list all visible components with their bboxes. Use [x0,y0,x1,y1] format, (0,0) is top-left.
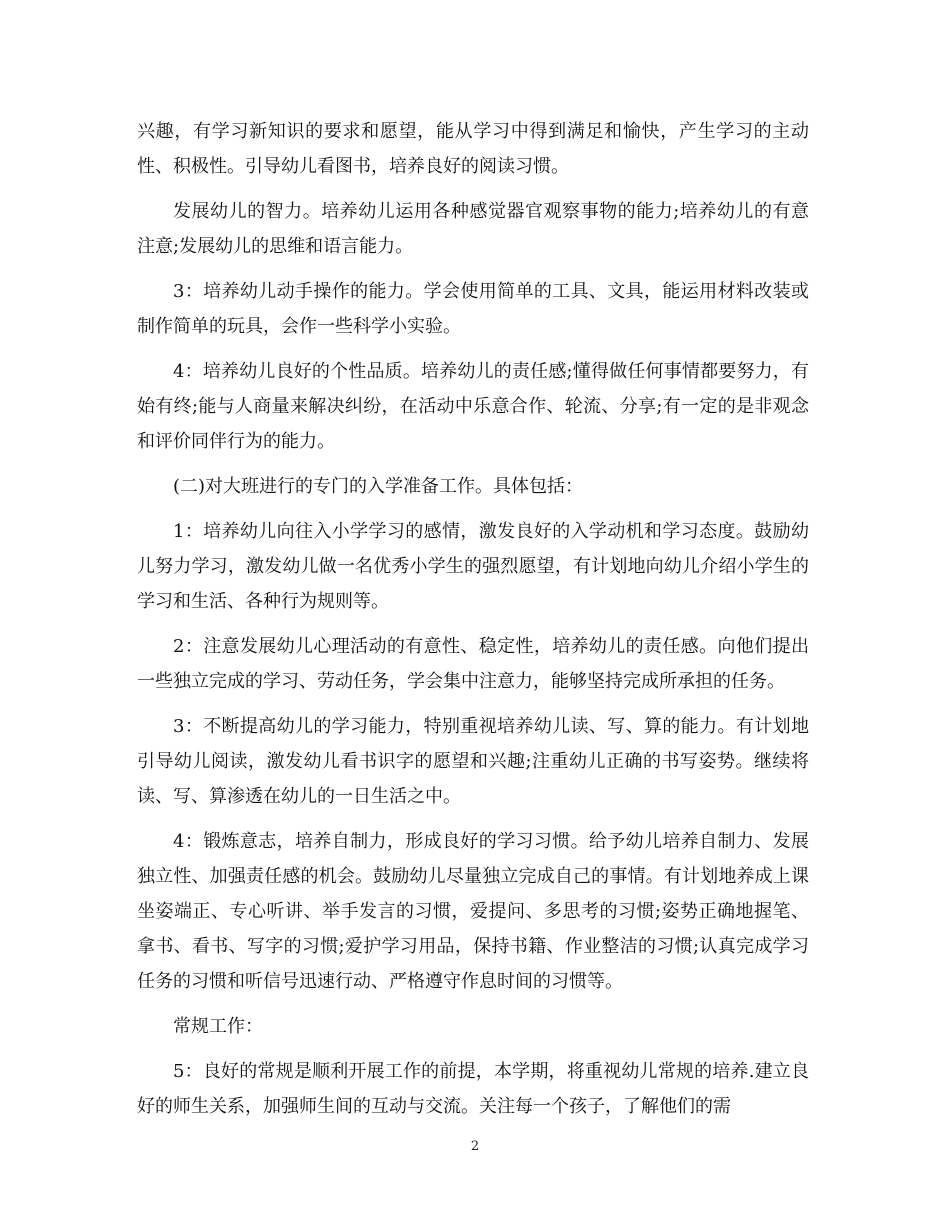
page-number: 2 [470,1139,480,1154]
paragraph-2: 发展幼儿的智力。培养幼儿运用各种感觉器官观察事物的能力;培养幼儿的有意注意;发展幼儿的思维和语言能力。 [137,201,809,257]
section-heading-routine-work: 常规工作： [173,1016,263,1037]
paragraph-7: 2：注意发展幼儿心理活动的有意性、稳定性，培养幼儿的责任感。向他们提出一些独立完成的学习、劳动任务，学会集中注意力，能够坚持完成所承担的任务。 [137,636,809,692]
paragraph-1: 兴趣，有学习新知识的要求和愿望，能从学习中得到满足和愉快，产生学习的主动性、积极性。引导幼儿看图书，培养良好的阅读习惯。 [137,121,809,177]
paragraph-4: 4：培养幼儿良好的个性品质。培养幼儿的责任感;懂得做任何事情都要努力，有始有终;能与人商量来解决纠纷，在活动中乐意合作、轮流、分享;有一定的是非观念和评价同伴行为的能力。 [137,361,809,452]
paragraph-9: 4：锻炼意志，培养自制力，形成良好的学习习惯。给予幼儿培养自制力、发展独立性、加强责任感的机会。鼓励幼儿尽量独立完成自己的事情。有计划地养成上课坐姿端正、专心听讲、举手发言的习惯，爱提问、多思考的习惯;姿势正确地握笔、拿书、看书、写字的习惯;爱护学习用品，保持书籍、作业整洁的习惯;认真完成学习任务的习惯和听信号迅速行动、严格遵守作息时间的习惯等。 [137,831,809,992]
paragraph-3: 3：培养幼儿动手操作的能力。学会使用简单的工具、文具，能运用材料改装或制作简单的玩具，会作一些科学小实验。 [137,281,809,337]
paragraph-6: 1：培养幼儿向往入小学学习的感情，激发良好的入学动机和学习态度。鼓励幼儿努力学习，激发幼儿做一名优秀小学生的强烈愿望，有计划地向幼儿介绍小学生的学习和生活、各种行为规则等。 [137,521,809,612]
document-body [137,114,809,1134]
section-heading-entrance-prep: (二)对大班进行的专门的入学准备工作。具体包括： [173,476,584,497]
paragraph-11: 5：良好的常规是顺利开展工作的前提，本学期，将重视幼儿常规的培养.建立良好的师生关系，加强师生间的互动与交流。关注每一个孩子，了解他们的需 [137,1061,809,1117]
paragraph-8: 3：不断提高幼儿的学习能力，特别重视培养幼儿读、写、算的能力。有计划地引导幼儿阅读，激发幼儿看书识字的愿望和兴趣;注重幼儿正确的书写姿势。继续将读、写、算渗透在幼儿的一日生活之中。 [137,716,809,807]
